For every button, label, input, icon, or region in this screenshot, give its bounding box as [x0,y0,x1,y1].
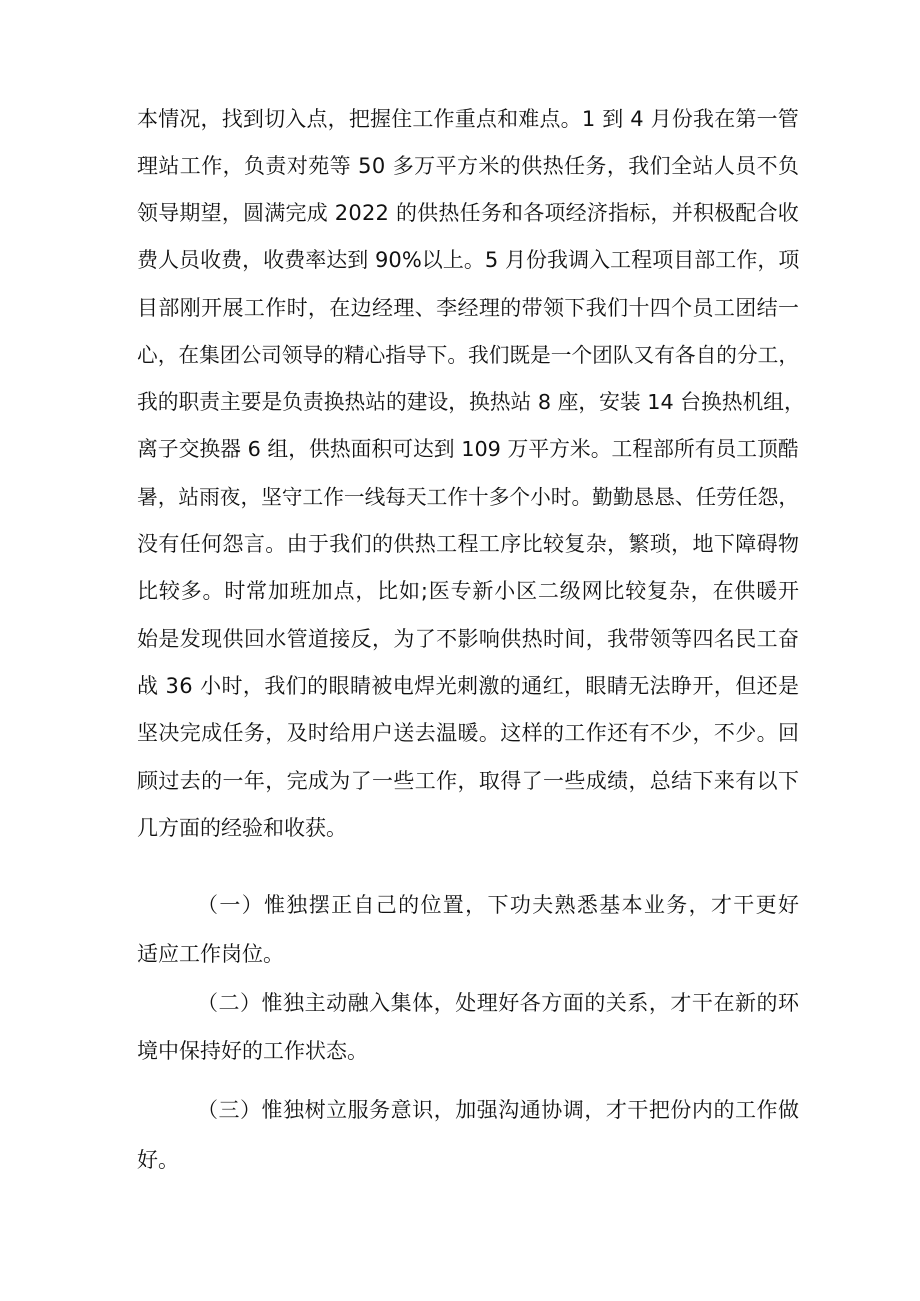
paragraph-line: 战 36 小时，我们的眼睛被电焊光刺激的通红，眼睛无法睁开，但还是 [137,674,800,698]
list-item-line: 好。 [137,1148,179,1172]
paragraph-line: 坚决完成任务，及时给用户送去温暖。这样的工作还有不少，不少。回 [137,721,800,745]
list-item-line: （一）惟独摆正自己的位置，下功夫熟悉基本业务，才干更好 [197,893,801,917]
paragraph-line: 离子交换器 6 组，供热面积可达到 109 万平方米。工程部所有员工顶酷 [137,437,799,461]
paragraph-line: 顾过去的一年，完成为了一些工作，取得了一些成绩，总结下来有以下 [137,769,800,793]
paragraph-line: 本情况，找到切入点，把握住工作重点和难点。1 到 4 月份我在第一管 [137,107,799,131]
paragraph-line: 没有任何怨言。由于我们的供热工程工序比较复杂，繁琐，地下障碍物 [137,532,800,556]
paragraph-line: 领导期望，圆满完成 2022 的供热任务和各项经济指标，并积极配合收 [137,201,799,225]
paragraph-line: 我的职责主要是负责换热站的建设，换热站 8 座，安装 14 台换热机组， [137,390,805,414]
paragraph-line: 几方面的经验和收获。 [137,816,347,840]
paragraph-line: 暑，站雨夜，坚守工作一线每天工作十多个小时。勤勤恳恳、任劳任怨， [137,485,800,509]
list-item-line: 境中保持好的工作状态。 [137,1039,368,1063]
list-item-line: 适应工作岗位。 [137,942,284,966]
paragraph-line: 理站工作，负责对苑等 50 多万平方米的供热任务，我们全站人员不负 [137,154,800,178]
paragraph-line: 心，在集团公司领导的精心指导下。我们既是一个团队又有各自的分工， [137,343,800,367]
paragraph-line: 比较多。时常加班加点，比如;医专新小区二级网比较复杂，在供暖开 [137,579,800,603]
paragraph-line: 费人员收费，收费率达到 90%以上。5 月份我调入工程项目部工作，项 [137,248,800,272]
paragraph-line: 目部刚开展工作时，在边经理、李经理的带领下我们十四个员工团结一 [137,296,800,320]
list-item-line: （三）惟独树立服务意识，加强沟通协调，才干把份内的工作做 [197,1098,800,1122]
list-item-line: （二）惟独主动融入集体，处理好各方面的关系，才干在新的环 [197,991,800,1015]
paragraph-line: 始是发现供回水管道接反，为了不影响供热时间，我带领等四名民工奋 [137,627,800,651]
